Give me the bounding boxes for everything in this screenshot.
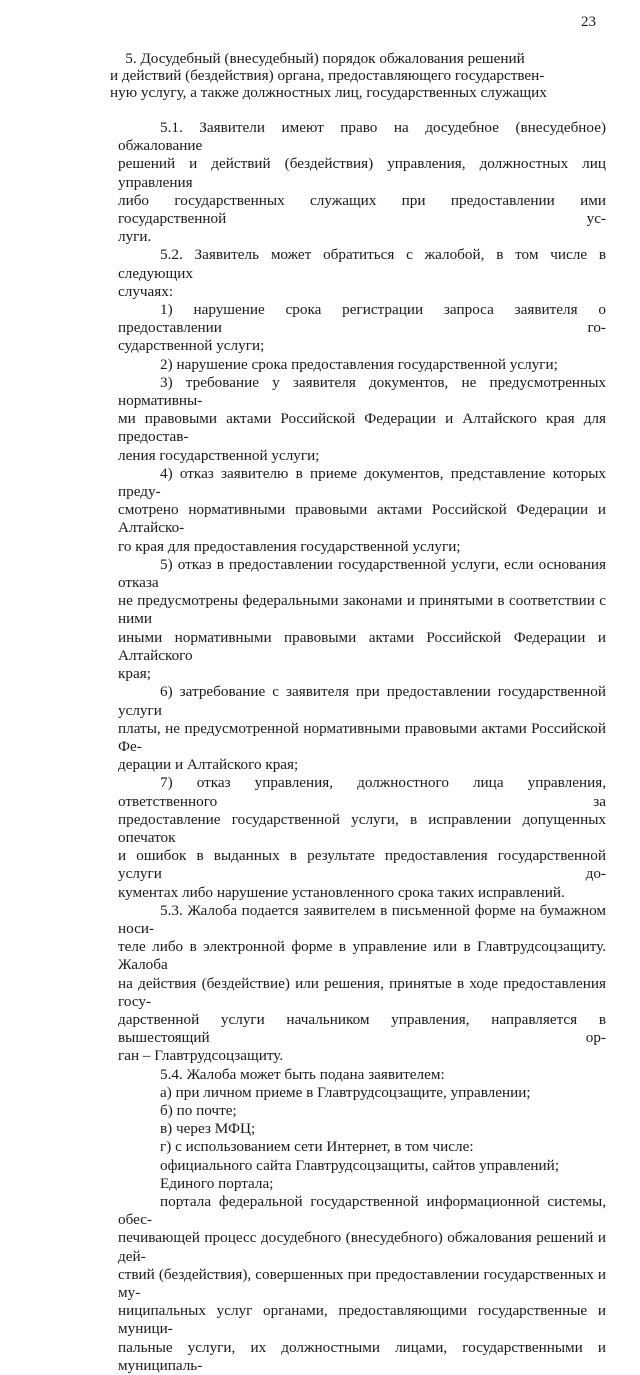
- text-line: на действия (бездействие) или решения, принятые в ходе предоставления госу-: [118, 974, 606, 1010]
- text-line: и ошибок в выданных в результате предоставления государственной услуги до-: [118, 847, 606, 883]
- text-line: г) с использованием сети Интернет, в том числе:: [160, 1138, 474, 1156]
- text-line: 6) затребование с заявителя при предоставлении государственной услуги: [118, 683, 606, 719]
- text-line: ми правовыми актами Российской Федерации и Алтайского края для предостав-: [118, 410, 606, 446]
- text-line: края;: [118, 665, 151, 683]
- text-line: пальные услуги, их должностными лицами, государственными и муниципаль-: [118, 1338, 606, 1374]
- text-line: ления государственной услуги;: [118, 446, 320, 464]
- title-line: ную услугу, а также должностных лиц, государственных служащих: [110, 84, 547, 101]
- text-line: 5.3. Жалоба подается заявителем в письменной форме на бумажном носи-: [118, 901, 606, 937]
- text-line: кументах либо нарушение установленного срока таких исправлений.: [118, 883, 565, 901]
- text-line: 5.2. Заявитель может обратиться с жалобой, в том числе в следующих: [118, 246, 606, 282]
- text-line: го края для предоставления государственной услуги;: [118, 537, 461, 555]
- text-line: официального сайта Главтрудсоцзащиты, сайтов управлений;: [160, 1156, 560, 1174]
- text-line: дарственной услуги начальником управления, направляется в вышестоящий ор-: [118, 1010, 606, 1047]
- text-line: 7) отказ управления, должностного лица управления, ответственного за: [118, 774, 606, 810]
- title-line: 5. Досудебный (внесудебный) порядок обжалования решений: [125, 50, 525, 67]
- text-line: либо государственных служащих при предоставлении ими государственной ус-: [118, 191, 606, 228]
- text-line: а) при личном приеме в Главтрудсоцзащите, управлении;: [160, 1083, 531, 1101]
- text-line: 5.1. Заявители имеют право на досудебное (внесудебное) обжалование: [118, 119, 606, 155]
- text-line: иными нормативными правовыми актами Российской Федерации и Алтайского: [118, 628, 606, 664]
- body-text: [118, 119, 606, 1375]
- text-line: б) по почте;: [160, 1101, 237, 1119]
- text-line: 3) требование у заявителя документов, не предусмотренных нормативны-: [118, 373, 606, 410]
- text-line: ниципальных услуг органами, предоставляющими государственные и муници-: [118, 1302, 606, 1338]
- text-line: ствий (бездействия), совершенных при предоставлении государственных и му-: [118, 1265, 606, 1301]
- text-line: дерации и Алтайского края;: [118, 756, 299, 774]
- text-line: 5.4. Жалоба может быть подана заявителем:: [160, 1065, 445, 1083]
- text-line: смотрено нормативными правовыми актами Российской Федерации и Алтайско-: [118, 501, 606, 537]
- text-line: ган – Главтрудсоцзащиту.: [118, 1047, 284, 1065]
- section-title: [110, 50, 547, 101]
- text-line: 5) отказ в предоставлении государственной услуги, если основания отказа: [118, 555, 606, 592]
- text-line: теле либо в электронной форме в управление или в Главтрудсоцзащиту. Жалоба: [118, 938, 606, 974]
- text-line: портала федеральной государственной информационной системы, обес-: [118, 1192, 606, 1229]
- title-line: и действий (бездействия) органа, предоставляющего государствен-: [110, 67, 545, 84]
- text-line: случаях:: [118, 282, 174, 300]
- page-number: 23: [581, 14, 596, 30]
- text-line: Единого портала;: [160, 1174, 274, 1192]
- text-line: решений и действий (бездействия) управления, должностных лиц управления: [118, 155, 606, 191]
- text-line: не предусмотрены федеральными законами и принятыми в соответствии с ними: [118, 592, 606, 628]
- text-line: печивающей процесс досудебного (внесудебного) обжалования решений и дей-: [118, 1229, 606, 1265]
- text-line: платы, не предусмотренной нормативными правовыми актами Российской Фе-: [118, 719, 606, 755]
- text-line: 2) нарушение срока предоставления государственной услуги;: [160, 355, 558, 373]
- text-line: сударственной услуги;: [118, 337, 265, 355]
- text-line: 1) нарушение срока регистрации запроса заявителя о предоставлении го-: [118, 301, 606, 337]
- text-line: в) через МФЦ;: [160, 1120, 256, 1138]
- text-line: 4) отказ заявителю в приеме документов, представление которых преду-: [118, 464, 606, 501]
- text-line: предоставление государственной услуги, в исправлении допущенных опечаток: [118, 810, 606, 846]
- text-line: луги.: [118, 228, 152, 246]
